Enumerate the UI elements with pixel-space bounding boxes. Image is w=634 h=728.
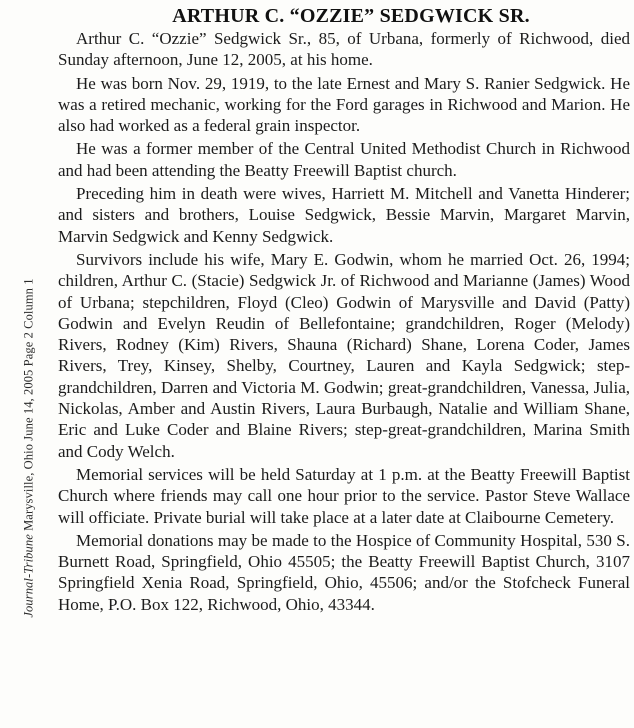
paragraph-memorial-donations: Memorial donations may be made to the Hospice of Community Hospital, 530 S. Burnett Road, Springfield, Ohio 45505; the Beatty Freewill Baptist Church, 3107 Springfield Xenia Road, Springfield, Ohio, 45506; and/or the Stofcheck Funeral Home, P.O. Box 122, Richwood, Ohio, 43344. [58, 530, 630, 614]
paragraph-church-membership: He was a former member of the Central United Methodist Church in Richwood and had been attending the Beatty Freewill Baptist church. [58, 139, 630, 180]
obituary-headline: ARTHUR C. “OZZIE” SEDGWICK SR. [172, 5, 530, 27]
paragraph-memorial-services: Memorial services will be held Saturday at 1 p.m. at the Beatty Freewill Baptist Church where friends may call one hour prior to the service. Pastor Steve Wallace will officiate. Private burial will take place at a later date at Claibourne Cemetery. [58, 464, 630, 527]
source-citation-text [22, 278, 37, 617]
page-column: Page 2 Column 1 [21, 278, 36, 367]
paragraph-biography: He was born Nov. 29, 1919, to the late Ernest and Mary S. Ranier Sedgwick. He was a retired mechanic, working for the Ford garages in Richwood and Marion. He also had worked as a federal grain inspector. [58, 73, 630, 136]
source-citation [20, 188, 38, 708]
paragraph-survivors: Survivors include his wife, Mary E. Godwin, whom he married Oct. 26, 1994; children, Arthur C. (Stacie) Sedgwick Jr. of Richwood and Marianne (James) Wood of Urbana; stepchildren, Floyd (Cleo) Godwin of Marysville and David (Patty) Godwin and Evelyn Reudin of Bellefontaine; grandchildren, Roger (Melody) Rivers, Rodney (Kim) Rivers, Shauna (Richard) Shane, Lorena Coder, James Rivers, Trey, Kinsey, Shelby, Courtney, Lauren and Kayla Sedgwick; step-grandchildren, Darren and Victoria M. Godwin; great-grandchildren, Vanessa, Julia, Nickolas, Amber and Austin Rivers, Laura Burbaugh, Natalie and William Shane, Eric and Luke Coder and Blaine Rivers; step-great-grandchildren, Marina Smith and Cody Welch. [58, 249, 630, 461]
paragraph-death-notice: Arthur C. “Ozzie” Sedgwick Sr., 85, of Urbana, formerly of Richwood, died Sunday afternoon, June 12, 2005, at his home. [58, 29, 630, 70]
publication-location-date: Marysville, Ohio June 14, 2005 [21, 369, 36, 531]
publication-name: Journal-Tribune [21, 534, 36, 618]
obituary-article [58, 4, 630, 615]
paragraph-preceded-in-death: Preceding him in death were wives, Harriett M. Mitchell and Vanetta Hinderer; and sisters and brothers, Louise Sedgwick, Bessie Marvin, Margaret Marvin, Marvin Sedgwick and Kenny Sedgwick. [58, 184, 630, 246]
